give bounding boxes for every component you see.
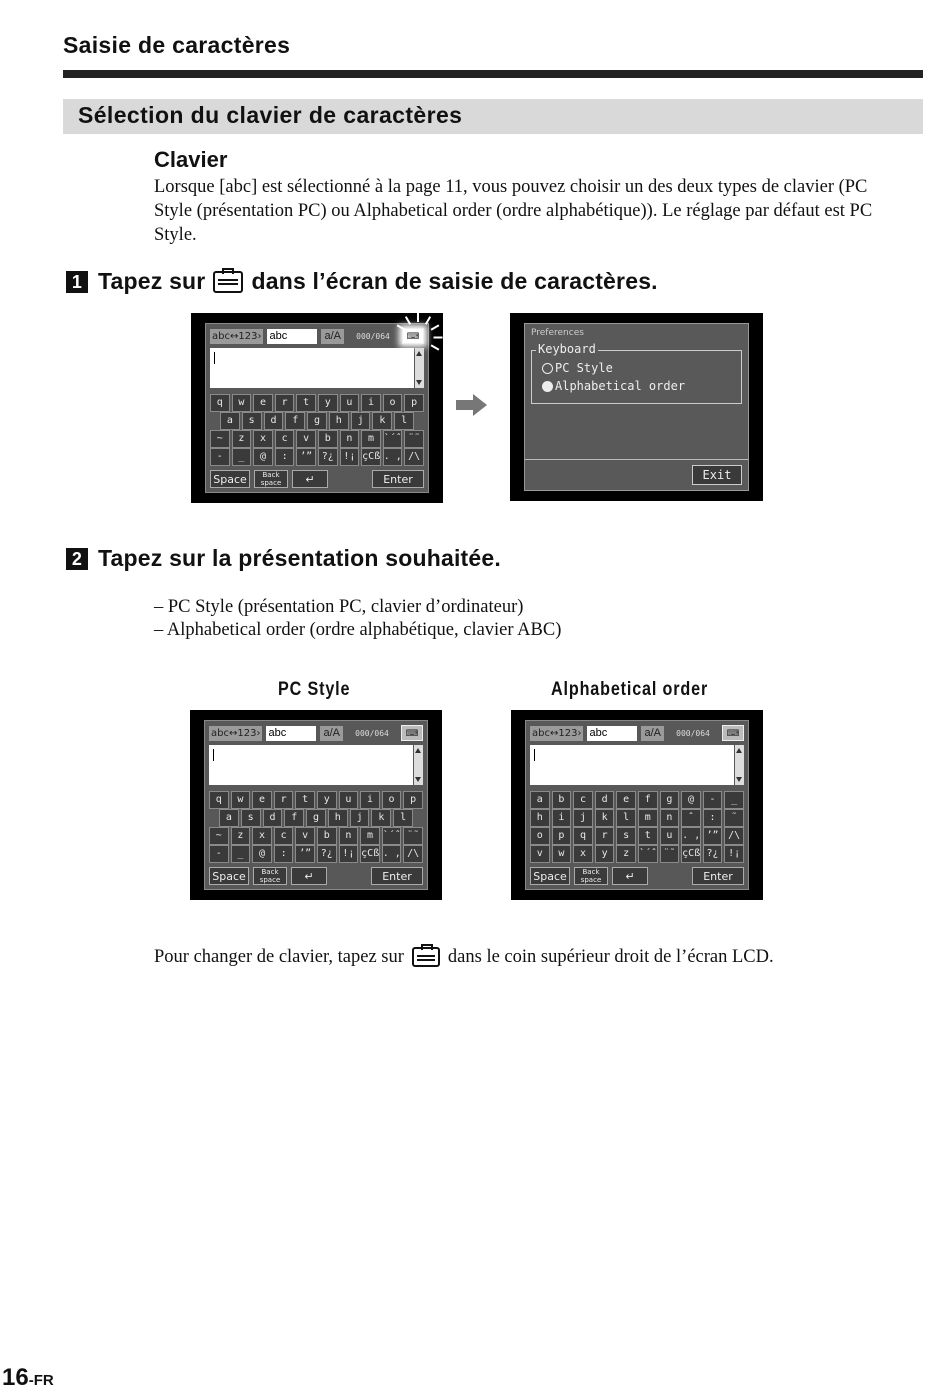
clavier-title: Clavier <box>154 147 228 172</box>
key[interactable]: l <box>394 412 414 430</box>
option-pc-style[interactable] <box>542 361 613 375</box>
screen-preferences <box>510 313 763 501</box>
highlight-ray <box>434 337 443 339</box>
keyboard-row <box>530 809 744 827</box>
keyboard-select-button[interactable]: ⌨ <box>401 725 423 741</box>
key[interactable]: - <box>209 845 229 863</box>
scrollbar[interactable] <box>414 745 423 785</box>
top-bar <box>209 725 423 741</box>
key[interactable]: s <box>242 412 262 430</box>
keyboard-row <box>209 827 423 845</box>
key[interactable]: u <box>339 791 359 809</box>
header-rule <box>63 70 923 78</box>
section-title: Sélection du clavier de caractères <box>78 102 463 128</box>
key[interactable]: : <box>274 845 294 863</box>
key[interactable]: j <box>573 809 593 827</box>
key[interactable]: u <box>660 827 680 845</box>
text-caret <box>534 749 535 761</box>
keyboard-row <box>530 845 744 863</box>
return-button[interactable]: ↵ <box>291 867 327 885</box>
top-bar <box>210 328 424 344</box>
key[interactable]: n <box>339 827 359 845</box>
footer-note-after: dans le coin supérieur droit de l’écran LCD. <box>447 947 774 967</box>
key[interactable]: i <box>552 809 572 827</box>
key[interactable]: k <box>372 412 392 430</box>
key[interactable]: d <box>264 412 284 430</box>
keyboard-row <box>220 412 414 430</box>
key[interactable]: c <box>275 430 295 448</box>
preferences-panel <box>524 323 749 491</box>
key[interactable]: p <box>552 827 572 845</box>
keyboard-row <box>209 845 423 863</box>
key[interactable]: a <box>530 791 550 809</box>
key[interactable]: h <box>329 412 349 430</box>
spacer <box>331 867 367 885</box>
key[interactable]: i <box>360 791 380 809</box>
key[interactable]: /\ <box>403 845 423 863</box>
text-caret <box>214 352 215 364</box>
character-count: 000/064 <box>355 728 389 738</box>
text-entry-area[interactable] <box>530 745 734 785</box>
key[interactable]: ˜ <box>724 809 744 827</box>
page-number-value: 16 <box>2 1364 29 1391</box>
key[interactable]: v <box>530 845 550 863</box>
bottom-bar <box>530 867 744 885</box>
keyboard-row <box>210 448 424 466</box>
key[interactable]: - <box>703 791 723 809</box>
key[interactable]: o <box>383 394 403 412</box>
key[interactable]: w <box>552 845 572 863</box>
input-type-field[interactable]: abc <box>587 726 637 741</box>
character-count: 000/064 <box>356 331 390 341</box>
key[interactable]: !¡ <box>340 448 360 466</box>
footer-note-before: Pour changer de clavier, tapez sur <box>154 947 404 967</box>
input-type-field[interactable]: abc <box>266 726 316 741</box>
keyboard-row <box>209 791 423 809</box>
keyboard-row <box>219 809 413 827</box>
spacer <box>652 867 688 885</box>
page-number-suffix: -FR <box>28 1372 54 1389</box>
bottom-bar <box>210 470 424 488</box>
key[interactable]: ¨˜ <box>660 845 680 863</box>
key[interactable]: v <box>296 430 316 448</box>
enter-button[interactable]: Enter <box>372 470 424 488</box>
key[interactable]: g <box>306 809 326 827</box>
keyboard-select-button[interactable]: ⌨ <box>402 328 424 344</box>
keyboard-select-button[interactable]: ⌨ <box>722 725 744 741</box>
running-title: Saisie de caractères <box>63 32 291 58</box>
key[interactable]: _ <box>232 448 252 466</box>
key[interactable]: . , <box>382 845 402 863</box>
key[interactable]: /\ <box>404 448 424 466</box>
key[interactable]: çCß <box>681 845 701 863</box>
option-line-pc: – PC Style (présentation PC, clavier d’ordinateur) <box>154 597 524 617</box>
keyboard-group <box>531 342 742 404</box>
key[interactable]: l <box>616 809 636 827</box>
keyboard-row <box>530 827 744 845</box>
key[interactable]: z <box>231 827 251 845</box>
option-alphabetical-label: Alphabetical order <box>555 379 686 393</box>
key[interactable]: q <box>573 827 593 845</box>
key[interactable]: r <box>274 791 294 809</box>
key[interactable]: `´ˆ <box>383 430 403 448</box>
preferences-title: Preferences <box>531 328 584 338</box>
key[interactable]: t <box>296 394 316 412</box>
key[interactable]: ˆ <box>681 809 701 827</box>
key[interactable]: w <box>232 394 252 412</box>
option-line-alpha: – Alphabetical order (ordre alphabétique, clavier ABC) <box>154 620 562 640</box>
key[interactable]: u <box>340 394 360 412</box>
key[interactable]: q <box>210 394 230 412</box>
key[interactable]: . , <box>681 827 701 845</box>
backspace-button[interactable]: Back space <box>253 867 287 885</box>
key[interactable]: r <box>595 827 615 845</box>
arrow-right-icon <box>456 394 486 414</box>
key[interactable]: a <box>220 412 240 430</box>
lcd-panel <box>205 323 429 493</box>
screen-alphabetical <box>511 710 763 900</box>
option-alphabetical[interactable] <box>542 379 685 393</box>
key[interactable]: f <box>638 791 658 809</box>
mode-toggle-button[interactable]: abc↔123› <box>211 727 261 739</box>
key[interactable]: g <box>660 791 680 809</box>
caption-alphabetical: Alphabetical order <box>551 679 709 700</box>
screen-keyboard-input <box>191 313 443 503</box>
key[interactable]: z <box>616 845 636 863</box>
key[interactable]: ¨˜ <box>403 827 423 845</box>
space-button[interactable]: Space <box>530 867 570 885</box>
key[interactable]: w <box>231 791 251 809</box>
radio-empty-icon <box>542 363 553 374</box>
key[interactable]: `´ˆ <box>638 845 658 863</box>
input-type-field[interactable]: abc <box>267 329 317 344</box>
key[interactable]: ?¿ <box>318 448 338 466</box>
option-pc-style-label: PC Style <box>555 361 613 375</box>
key[interactable]: d <box>595 791 615 809</box>
key[interactable]: e <box>616 791 636 809</box>
key[interactable]: !¡ <box>339 845 359 863</box>
key[interactable]: h <box>530 809 550 827</box>
case-toggle-button[interactable]: a/A <box>641 726 664 741</box>
keyboard-row <box>530 791 744 809</box>
text-entry-area[interactable] <box>210 348 414 388</box>
text-entry-area[interactable] <box>209 745 413 785</box>
key[interactable]: h <box>328 809 348 827</box>
key[interactable]: ’” <box>296 448 316 466</box>
scrollbar[interactable] <box>735 745 744 785</box>
highlight-ray <box>431 324 440 330</box>
key[interactable]: b <box>318 430 338 448</box>
key[interactable]: f <box>285 412 305 430</box>
key[interactable]: b <box>552 791 572 809</box>
clavier-intro: Lorsque [abc] est sélectionné à la page 11, vous pouvez choisir un des deux types de clavier (PC Style (présentation PC) ou Alphabetical order (ordre alphabétique)). Le réglage par défaut est PC Style. <box>154 177 873 245</box>
key[interactable]: q <box>209 791 229 809</box>
key[interactable]: t <box>295 791 315 809</box>
key[interactable]: a <box>219 809 239 827</box>
key[interactable]: çCß <box>361 448 381 466</box>
key[interactable]: : <box>275 448 295 466</box>
key[interactable]: y <box>595 845 615 863</box>
key[interactable]: k <box>371 809 391 827</box>
key[interactable]: _ <box>231 845 251 863</box>
bottom-bar <box>209 867 423 885</box>
key[interactable]: e <box>252 791 272 809</box>
case-toggle-button[interactable]: a/A <box>321 329 344 344</box>
key[interactable]: i <box>361 394 381 412</box>
key[interactable]: : <box>703 809 723 827</box>
key[interactable]: p <box>403 791 423 809</box>
key[interactable]: m <box>360 827 380 845</box>
key[interactable]: r <box>275 394 295 412</box>
key[interactable]: z <box>232 430 252 448</box>
enter-button[interactable]: Enter <box>692 867 744 885</box>
spacer <box>332 470 368 488</box>
key[interactable]: f <box>284 809 304 827</box>
key[interactable]: n <box>340 430 360 448</box>
step-1-text-after: dans l’écran de saisie de caractères. <box>251 268 658 294</box>
key[interactable]: ~ <box>209 827 229 845</box>
case-toggle-button[interactable]: a/A <box>320 726 343 741</box>
step-2-number: 2 <box>66 548 88 570</box>
space-button[interactable]: Space <box>210 470 250 488</box>
step-1-number: 1 <box>66 271 88 293</box>
key[interactable]: m <box>361 430 381 448</box>
key[interactable]: c <box>573 791 593 809</box>
key[interactable]: d <box>263 809 283 827</box>
key[interactable]: e <box>253 394 273 412</box>
key[interactable]: çCß <box>360 845 380 863</box>
radio-filled-icon <box>542 381 553 392</box>
caption-pc-style: PC Style <box>278 679 351 700</box>
keyboard-row <box>210 394 424 412</box>
highlight-ray <box>431 344 440 350</box>
step-1-text-before: Tapez sur <box>98 268 206 294</box>
keyboard-icon <box>213 271 243 293</box>
text-caret <box>213 749 214 761</box>
space-button[interactable]: Space <box>209 867 249 885</box>
key[interactable]: @ <box>252 845 272 863</box>
key[interactable]: g <box>307 412 327 430</box>
key[interactable]: n <box>660 809 680 827</box>
key[interactable]: `´ˆ <box>382 827 402 845</box>
key[interactable]: @ <box>681 791 701 809</box>
screen-pc-style <box>190 710 442 900</box>
backspace-button[interactable]: Back space <box>254 470 288 488</box>
keyboard-icon <box>412 947 440 967</box>
key[interactable]: - <box>210 448 230 466</box>
key[interactable]: x <box>252 827 272 845</box>
key[interactable]: o <box>530 827 550 845</box>
keyboard-group-label: Keyboard <box>538 342 596 356</box>
key[interactable]: y <box>317 791 337 809</box>
mode-toggle-button[interactable]: abc↔123› <box>532 727 582 739</box>
key[interactable]: c <box>274 827 294 845</box>
exit-button[interactable]: Exit <box>692 465 742 485</box>
key[interactable]: . , <box>383 448 403 466</box>
return-button[interactable]: ↵ <box>612 867 648 885</box>
key[interactable]: x <box>573 845 593 863</box>
key[interactable]: p <box>404 394 424 412</box>
step-2 <box>66 545 501 572</box>
divider <box>525 459 748 460</box>
key[interactable]: ?¿ <box>703 845 723 863</box>
highlight-ray <box>417 313 419 322</box>
mode-toggle-button[interactable]: abc↔123› <box>212 330 262 342</box>
step-1 <box>66 268 658 295</box>
lcd-panel <box>204 720 428 890</box>
key[interactable]: !¡ <box>724 845 744 863</box>
key[interactable]: _ <box>724 791 744 809</box>
page-number <box>2 1364 54 1392</box>
key[interactable]: k <box>595 809 615 827</box>
key[interactable]: ~ <box>210 430 230 448</box>
footer-note <box>154 945 774 969</box>
key[interactable]: l <box>393 809 413 827</box>
key[interactable]: /\ <box>724 827 744 845</box>
enter-button[interactable]: Enter <box>371 867 423 885</box>
key[interactable]: m <box>638 809 658 827</box>
key[interactable]: b <box>317 827 337 845</box>
key[interactable]: j <box>351 412 371 430</box>
key[interactable]: o <box>382 791 402 809</box>
key[interactable]: x <box>253 430 273 448</box>
return-button[interactable]: ↵ <box>292 470 328 488</box>
key[interactable]: ’” <box>703 827 723 845</box>
scrollbar[interactable] <box>415 348 424 388</box>
key[interactable]: ¨˜ <box>404 430 424 448</box>
key[interactable]: s <box>616 827 636 845</box>
key[interactable]: s <box>241 809 261 827</box>
key[interactable]: t <box>638 827 658 845</box>
key[interactable]: j <box>350 809 370 827</box>
lcd-panel <box>525 720 749 890</box>
top-bar <box>530 725 744 741</box>
backspace-button[interactable]: Back space <box>574 867 608 885</box>
key[interactable]: ’” <box>295 845 315 863</box>
step-2-text: Tapez sur la présentation souhaitée. <box>98 545 501 571</box>
key[interactable]: @ <box>253 448 273 466</box>
keyboard-row <box>210 430 424 448</box>
key[interactable]: ?¿ <box>317 845 337 863</box>
key[interactable]: y <box>318 394 338 412</box>
key[interactable]: v <box>295 827 315 845</box>
character-count: 000/064 <box>676 728 710 738</box>
